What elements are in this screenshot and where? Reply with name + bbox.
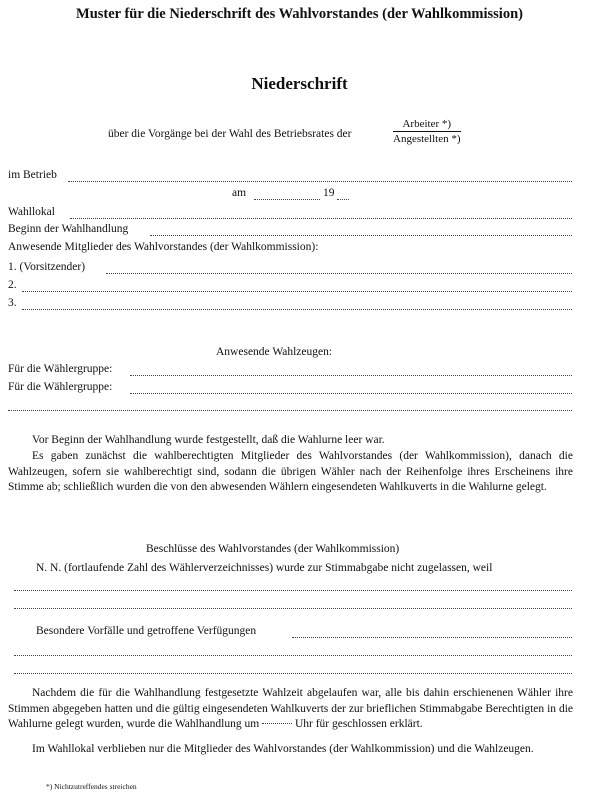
- date-label: am: [232, 187, 247, 199]
- waehlergruppe-1-label: Für die Wählergruppe:: [8, 363, 113, 375]
- paragraph-schluss: [8, 686, 573, 733]
- nn-line: N. N. (fortlaufende Zahl des Wählerverzeichnisses) wurde zur Stimmabgabe nicht zugelassen, weil: [36, 562, 493, 574]
- schluss-text-a: Nachdem die für die Wahlhandlung festgesetzte Wahlzeit abgelaufen war, alle bis dahin erschienenen Wähler ihre Stimmen abgegeben hatten und die gültig eingesendeten Wahlkuverts der zur brieflichen Stimmabgabe Berechtigten in die Wahlurne gelegt wurden, wurde die Wahlhandlung um: [8, 687, 573, 730]
- paragraph-urne-leer: Vor Beginn der Wahlhandlung wurde festgestellt, daß die Wahlurne leer war.: [32, 434, 385, 446]
- member-2-field[interactable]: [22, 291, 572, 292]
- waehlergruppe-2-label: Für die Wählergruppe:: [8, 381, 113, 393]
- waehlergruppe-2-field[interactable]: [130, 393, 572, 394]
- member-2-label: 2.: [8, 279, 17, 291]
- beginn-label: Beginn der Wahlhandlung: [8, 223, 129, 235]
- member-1-field[interactable]: [106, 273, 572, 274]
- wahllokal-label: Wahllokal: [8, 206, 55, 218]
- year-field[interactable]: [337, 199, 349, 200]
- member-3-label: 3.: [8, 297, 17, 309]
- waehlergruppe-extra-field[interactable]: [8, 410, 572, 411]
- betrieb-field[interactable]: [68, 181, 572, 182]
- paragraph-stimmabgabe: Es gaben zunächst die wahlberechtigten Mitglieder des Wahlvorstandes (der Wahlkommission), danach die Wahlzeugen, sofern sie wahlberechtigt sind, sodann die übrigen Wähler nach der Reihenfolge ihres Erscheinens ihre Stimme ab; schließlich wurden die von den abwesenden Wählern eingesendeten Wahlkuverts in die Wahlurne gelegt.: [8, 450, 573, 493]
- nn-reason-field-1[interactable]: [14, 590, 572, 591]
- member-3-field[interactable]: [22, 309, 572, 310]
- document-title: Niederschrift: [251, 74, 348, 93]
- schluss-text-b: Uhr für geschlossen erklärt.: [294, 718, 423, 730]
- betrieb-label: im Betrieb: [8, 169, 57, 181]
- uhrzeit-field[interactable]: [262, 723, 292, 724]
- intro-text: über die Vorgänge bei der Wahl des Betriebsrates der: [108, 128, 352, 140]
- vorfaelle-field-1[interactable]: [292, 637, 572, 638]
- worker-group-fraction: [393, 118, 461, 145]
- fraction-numerator: Arbeiter *): [393, 118, 461, 132]
- vorfaelle-field-2[interactable]: [14, 655, 572, 656]
- wahllokal-field[interactable]: [70, 218, 572, 219]
- member-1-label: 1. (Vorsitzender): [8, 261, 86, 273]
- wahlzeugen-heading: Anwesende Wahlzeugen:: [216, 346, 333, 358]
- fraction-denominator: Angestellten *): [393, 133, 461, 145]
- footnote: *) Nichtzutreffendes streichen: [46, 782, 137, 791]
- year-prefix: 19: [323, 187, 335, 199]
- document-header: Muster für die Niederschrift des Wahlvorstandes (der Wahlkommission): [76, 6, 523, 22]
- vorfaelle-field-3[interactable]: [14, 673, 572, 674]
- vorfaelle-label: Besondere Vorfälle und getroffene Verfügungen: [36, 625, 257, 637]
- nn-reason-field-2[interactable]: [14, 608, 572, 609]
- date-field[interactable]: [254, 199, 320, 200]
- paragraph-verblieben: Im Wahllokal verblieben nur die Mitglieder des Wahlvorstandes (der Wahlkommission) und die Wahlzeugen.: [32, 743, 534, 755]
- waehlergruppe-1-field[interactable]: [130, 375, 572, 376]
- anwesende-mitglieder-heading: Anwesende Mitglieder des Wahlvorstandes (der Wahlkommission):: [8, 241, 319, 253]
- beschluesse-heading: Beschlüsse des Wahlvorstandes (der Wahlkommission): [146, 543, 400, 555]
- beginn-field[interactable]: [150, 235, 572, 236]
